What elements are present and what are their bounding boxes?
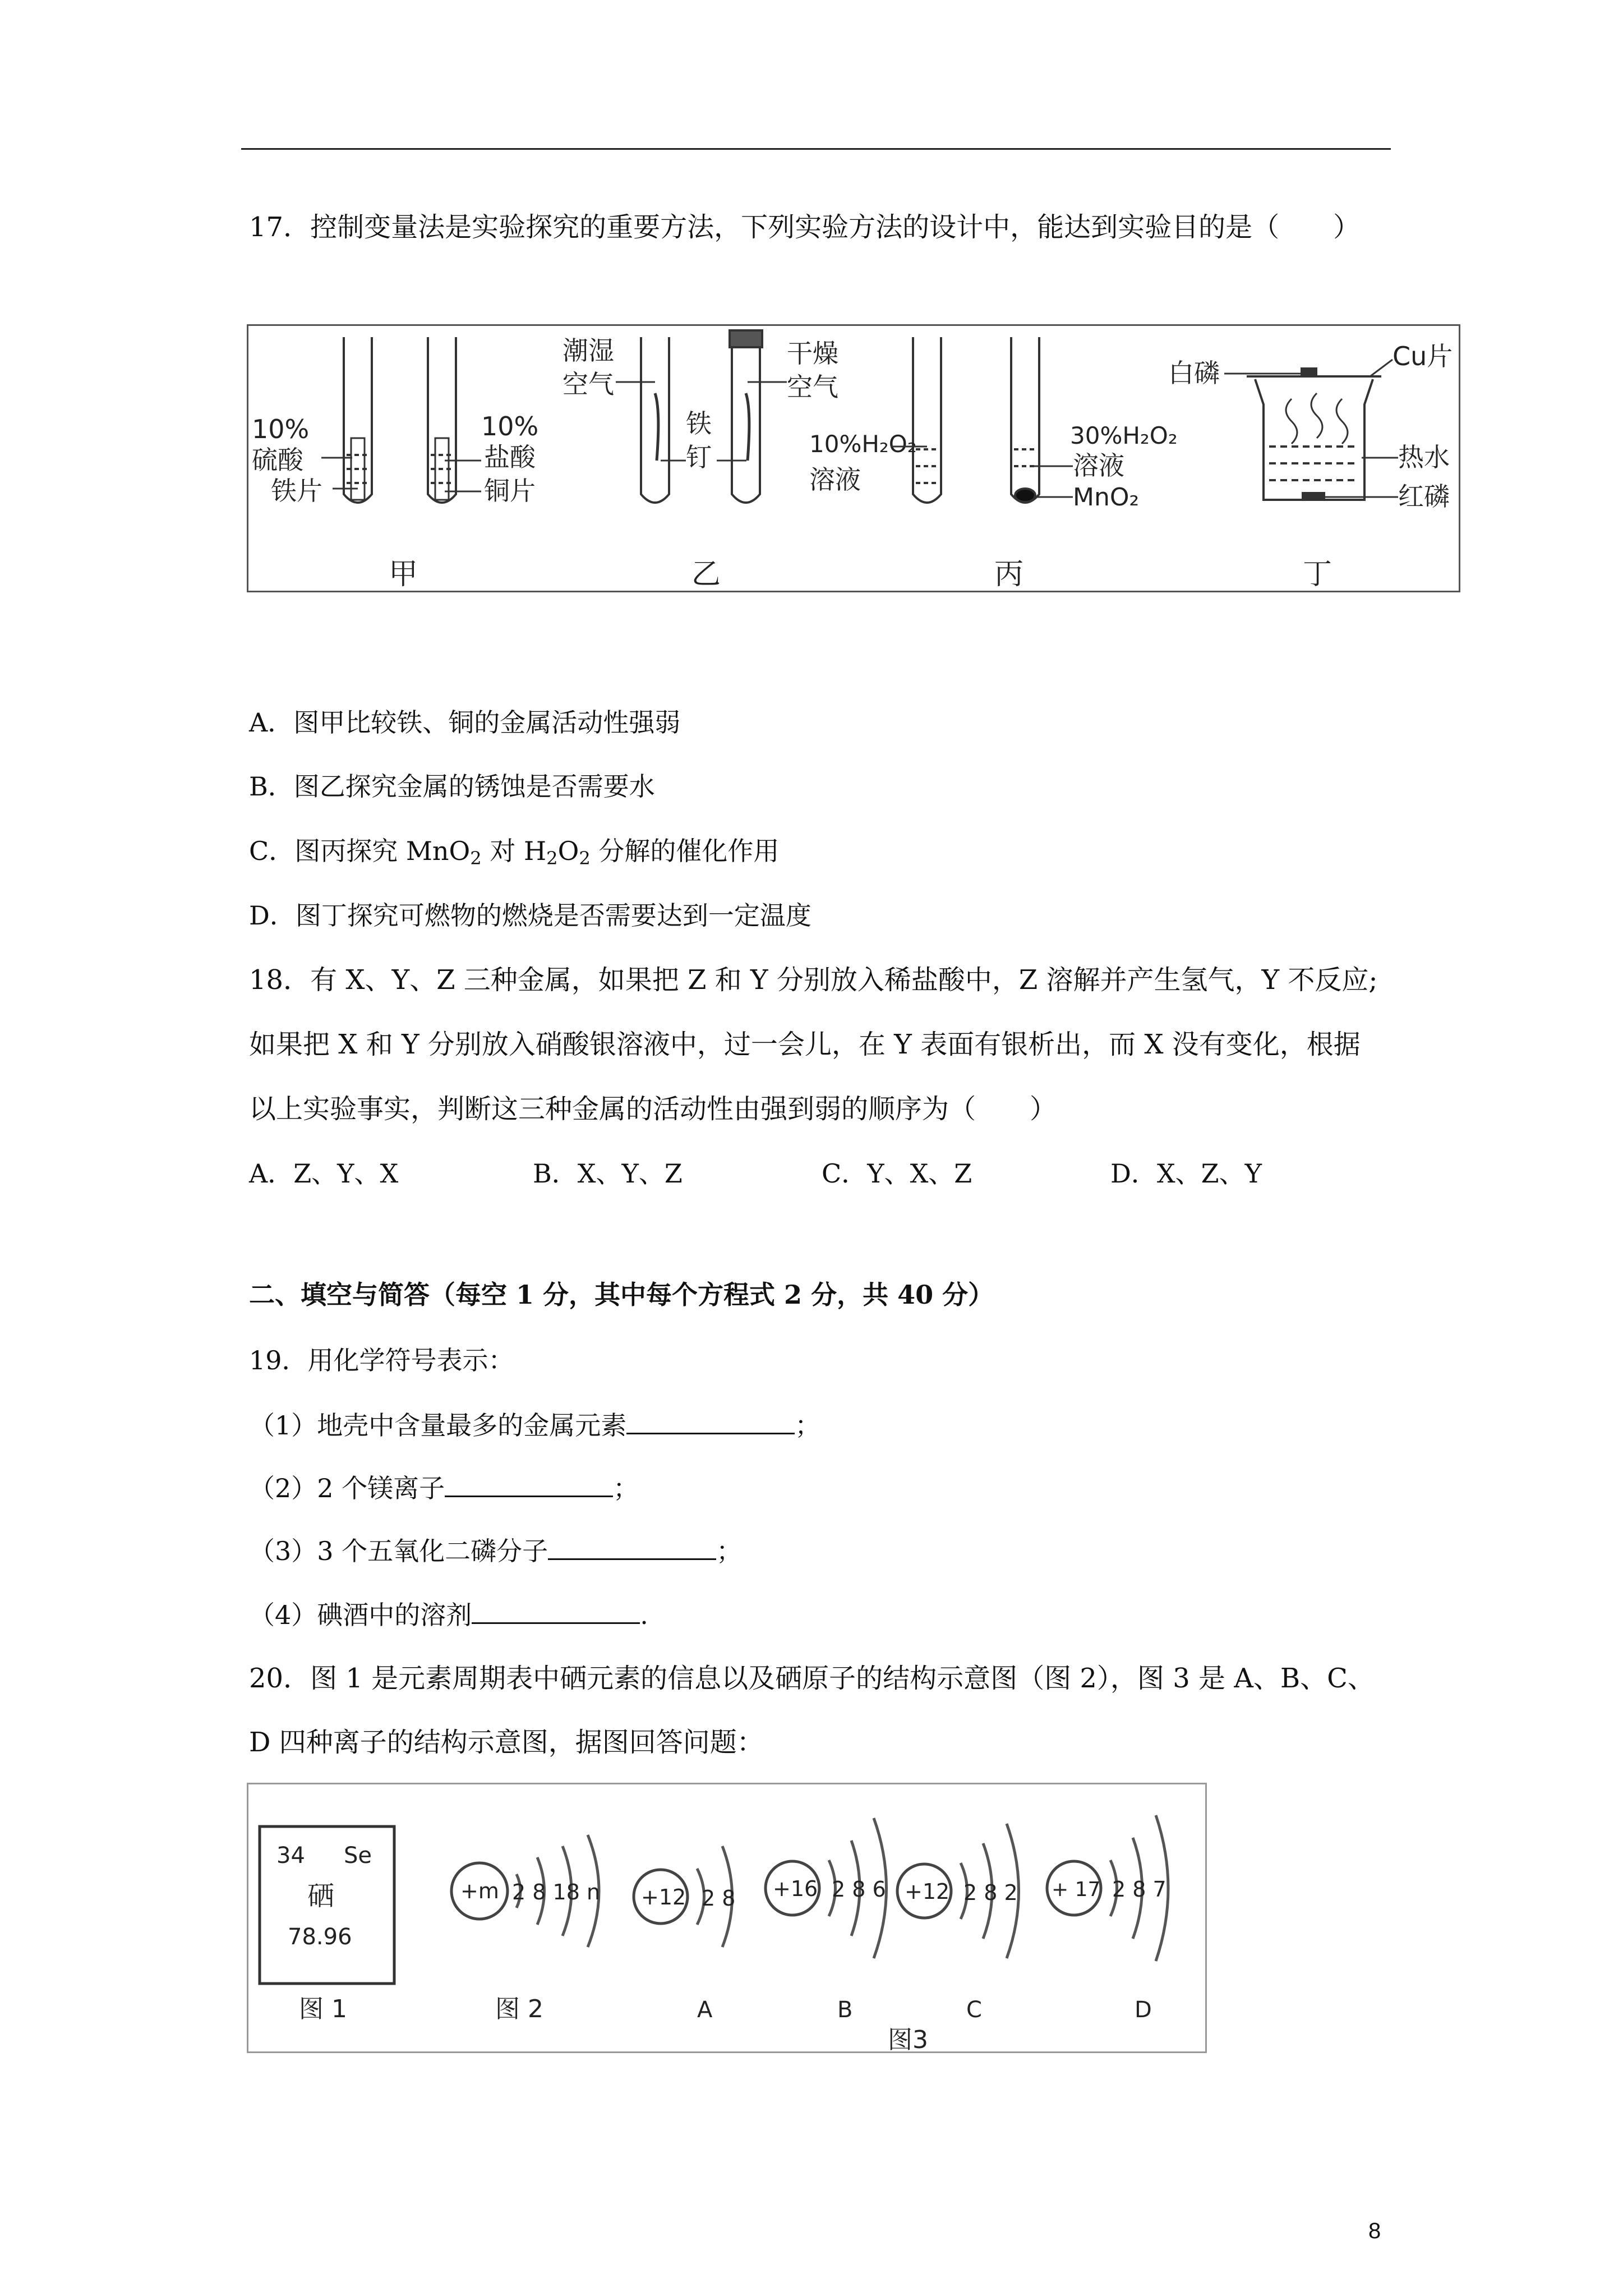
element-mass: 78.96 [288, 1924, 352, 1950]
jia-left-label-1: 10% [252, 414, 310, 444]
q17-stem: 17．控制变量法是实验探究的重要方法，下列实验方法的设计中，能达到实验目的是（ ） [249, 211, 1361, 243]
tube-bing-right [1011, 337, 1039, 503]
ding-label-cu: Cu片 [1393, 341, 1453, 371]
q18-option-b: B．X、Y、Z [533, 1158, 683, 1189]
yi-middle-label-1: 铁 [686, 408, 712, 439]
fig3-caption: 图3 [888, 2026, 928, 2054]
jia-left-label-3: 铁片 [271, 476, 322, 506]
q17-figure [247, 324, 1460, 592]
ion-c-label: C [966, 1997, 982, 2023]
answer-blank[interactable] [445, 1470, 613, 1497]
answer-blank[interactable] [472, 1596, 640, 1624]
q18-option-c: C．Y、X、Z [822, 1158, 972, 1189]
element-symbol: Se [344, 1843, 372, 1869]
yi-caption: 乙 [691, 558, 721, 591]
answer-blank[interactable] [626, 1407, 795, 1434]
tube-bing-left [913, 337, 941, 503]
q17-option-a: A．图甲比较铁、铜的金属活动性强弱 [249, 707, 681, 738]
ding-label-hot-water: 热水 [1398, 442, 1450, 472]
jia-right-label-3: 铜片 [484, 476, 536, 506]
q18-option-d: D．X、Z、Y [1110, 1158, 1262, 1189]
atom-shells-label: 2 8 18 n [512, 1880, 601, 1904]
ion-a-shells: 2 8 [702, 1886, 736, 1911]
fig2-caption: 图 2 [495, 1995, 543, 2023]
q18-line-2: 如果把 X 和 Y 分别放入硝酸银溶液中，过一会儿，在 Y 表面有银析出，而 X 没有变化，根据 [249, 1029, 1361, 1060]
element-number: 34 [276, 1843, 305, 1869]
q17-option-b: B．图乙探究金属的锈蚀是否需要水 [249, 771, 655, 802]
yi-left-label-1: 潮湿 [562, 335, 614, 366]
ding-label-white-p: 白磷 [1168, 358, 1220, 388]
q18-line-3: 以上实验事实，判断这三种金属的活动性由强到弱的顺序为（ ） [249, 1093, 1057, 1125]
jia-caption: 甲 [389, 558, 418, 591]
tube-jia-left [344, 337, 372, 503]
bing-caption: 丙 [994, 558, 1024, 591]
yi-left-label-2: 空气 [562, 369, 614, 399]
ion-c-shells: 2 8 2 [963, 1880, 1018, 1905]
ion-b-nucleus-label: +16 [773, 1876, 818, 1901]
element-name: 硒 [307, 1880, 335, 1912]
q17-option-d: D．图丁探究可燃物的燃烧是否需要达到一定温度 [249, 900, 811, 931]
bing-left-label-2: 溶液 [809, 464, 861, 495]
bing-left-label-1: 10%H₂O₂ [809, 430, 917, 458]
q19-item-2: （2）2 个镁离子 ； [249, 1470, 639, 1505]
q19-item-3: （3）3 个五氧化二磷分子 ； [249, 1533, 742, 1568]
q17-figure-svg [248, 326, 1462, 594]
q18-option-a: A．Z、Y、X [249, 1158, 399, 1189]
atom-nucleus-label: +m [460, 1879, 499, 1903]
fig1-caption: 图 1 [299, 1995, 347, 2023]
ion-d-nucleus-label: + 17 [1052, 1878, 1101, 1901]
q20-line-1: 20．图 1 是元素周期表中硒元素的信息以及硒原子的结构示意图（图 2），图 3 是 A、B、C、 [249, 1663, 1375, 1694]
ion-a-label: A [697, 1997, 713, 2023]
section-2-heading: 二、填空与简答（每空 1 分，其中每个方程式 2 分，共 40 分） [249, 1280, 994, 1310]
ion-d-label: D [1135, 1997, 1152, 2023]
ion-b-shells: 2 8 6 [832, 1877, 886, 1902]
ion-d-shells: 2 8 7 [1112, 1877, 1166, 1902]
tube-yi-right [730, 330, 762, 503]
ion-b-label: B [837, 1997, 853, 2023]
page-number: 8 [1368, 2219, 1381, 2243]
header-rule [241, 148, 1391, 150]
yi-middle-label-2: 钉 [686, 442, 712, 472]
ding-label-red-p: 红磷 [1398, 481, 1450, 512]
ion-a-nucleus-label: +12 [641, 1885, 686, 1910]
answer-blank[interactable] [548, 1533, 716, 1560]
yi-right-label-2: 空气 [787, 372, 838, 402]
q18-line-1: 18．有 X、Y、Z 三种金属，如果把 Z 和 Y 分别放入稀盐酸中，Z 溶解并产生氢气，Y 不反应; [249, 964, 1378, 996]
q20-line-2: D 四种离子的结构示意图，据图回答问题： [249, 1727, 764, 1758]
q19-item-1: （1）地壳中含量最多的金属元素 ； [249, 1407, 820, 1442]
jia-right-label-1: 10% [481, 411, 539, 441]
ding-caption: 丁 [1303, 558, 1332, 591]
q19-item-4: （4）碘酒中的溶剂 . [249, 1596, 648, 1632]
jia-left-label-2: 硫酸 [252, 445, 303, 475]
bing-right-label-3: MnO₂ [1073, 483, 1140, 512]
beaker-ding [1247, 369, 1381, 500]
bing-right-label-2: 溶液 [1073, 450, 1124, 481]
ion-c-nucleus-label: +12 [905, 1879, 950, 1904]
tube-jia-right [428, 337, 456, 503]
yi-right-label-1: 干燥 [787, 338, 838, 369]
jia-right-label-2: 盐酸 [484, 442, 536, 472]
bing-right-label-1: 30%H₂O₂ [1070, 422, 1178, 449]
q20-figure-svg [248, 1784, 1209, 2055]
q17-option-c: C．图丙探究 MnO$_2$ 对 $H_2O_2$ 分解的催化作用 [249, 836, 780, 869]
q19-stem: 19．用化学符号表示： [249, 1345, 514, 1375]
q20-figure [247, 1783, 1207, 2053]
tube-yi-left [641, 337, 669, 503]
